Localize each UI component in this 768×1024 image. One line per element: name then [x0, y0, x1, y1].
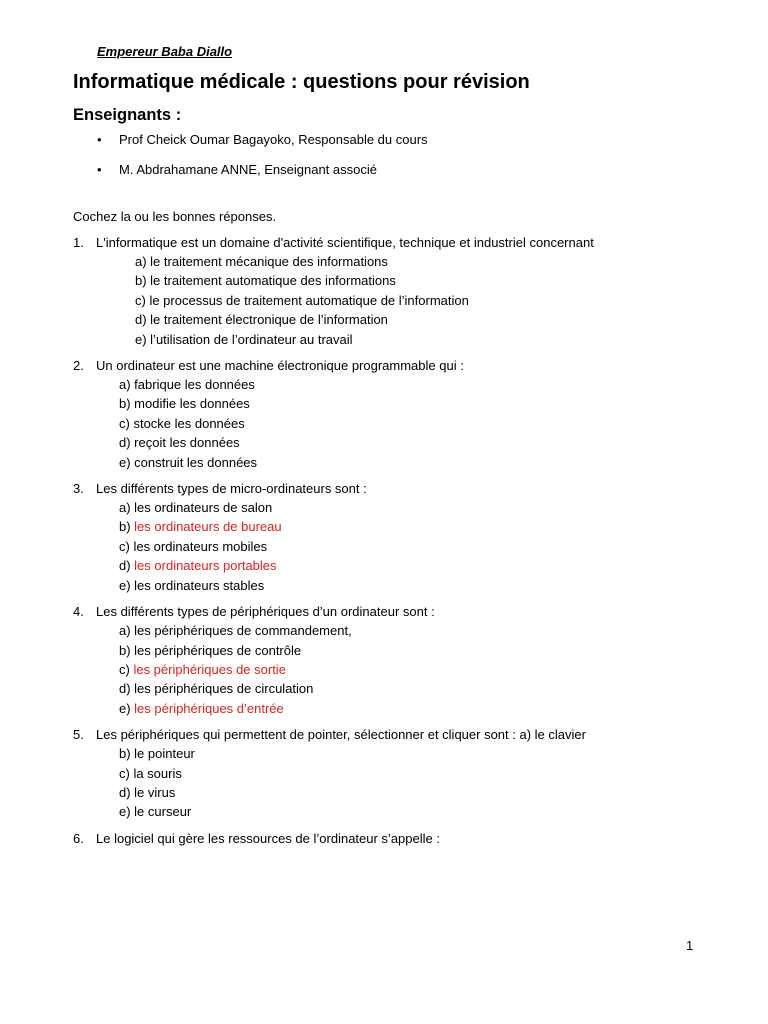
question-block — [73, 356, 633, 472]
option-label: b) — [119, 642, 135, 658]
question-number: 4. — [73, 604, 84, 620]
option-text: construit les données — [134, 454, 258, 470]
question-prompt: Le logiciel qui gère les ressources de l’ordinateur s’appelle : — [96, 830, 440, 846]
option-label: c) — [119, 415, 134, 431]
option-label: d) — [135, 312, 151, 328]
option-label: e) — [119, 804, 135, 820]
answer-option — [119, 783, 633, 802]
answer-option — [119, 699, 633, 718]
answer-option — [119, 621, 633, 640]
option-text: les périphériques de commandement, — [134, 623, 352, 639]
question-block — [73, 233, 633, 349]
question-block — [73, 829, 633, 848]
teachers-heading: Enseignants : — [73, 106, 182, 124]
option-label: b) — [135, 273, 151, 289]
bullet-icon: • — [97, 162, 102, 177]
answer-option — [119, 375, 633, 394]
option-label: c) — [119, 538, 134, 554]
answer-options — [73, 744, 633, 822]
option-label: d) — [119, 558, 135, 574]
answer-option — [119, 414, 633, 433]
answer-option — [135, 330, 633, 349]
page-title: Informatique médicale : questions pour révision — [73, 71, 530, 93]
option-text: le traitement électronique de l’information — [150, 312, 388, 328]
answer-option — [135, 310, 633, 329]
option-text: stocke les données — [133, 415, 245, 431]
option-label: a) — [135, 254, 151, 269]
option-text-correct: les ordinateurs portables — [134, 558, 277, 574]
option-label: b) — [119, 396, 135, 412]
answer-option — [119, 641, 633, 660]
option-label: d) — [119, 784, 135, 800]
bullet-icon: • — [97, 132, 102, 147]
option-label: c) — [135, 292, 150, 308]
page-number: 1 — [686, 938, 694, 953]
answer-option — [119, 453, 633, 472]
teacher-item — [97, 131, 428, 161]
answer-option — [119, 433, 633, 452]
option-text: les périphériques de circulation — [134, 681, 314, 697]
question-text — [73, 233, 633, 252]
option-text: les ordinateurs stables — [134, 577, 265, 593]
question-number: 6. — [73, 830, 84, 846]
option-text-correct: les ordinateurs de bureau — [134, 519, 282, 535]
answer-option — [135, 291, 633, 310]
option-text: le curseur — [134, 804, 192, 820]
option-text: l’utilisation de l’ordinateur au travail — [150, 331, 353, 347]
option-text: fabrique les données — [134, 377, 255, 393]
instructions-text: Cochez la ou les bonnes réponses. — [73, 209, 277, 224]
question-block — [73, 725, 633, 822]
question-prompt: Les périphériques qui permettent de pointer, sélectionner et cliquer sont : a) le clavier — [96, 727, 586, 743]
option-text: reçoit les données — [134, 435, 240, 451]
option-text: les ordinateurs de salon — [134, 500, 273, 516]
question-text — [73, 479, 633, 498]
answer-option — [119, 517, 633, 536]
option-label: e) — [119, 454, 135, 470]
question-prompt: L'informatique est un domaine d'activité scientifique, technique et industriel concernant — [96, 235, 594, 250]
question-text — [73, 356, 633, 375]
question-text — [73, 602, 633, 621]
option-label: d) — [119, 681, 135, 697]
option-label: c) — [119, 765, 134, 781]
answer-option — [135, 271, 633, 290]
teachers-list — [97, 131, 428, 191]
question-prompt: Les différents types de micro-ordinateurs sont : — [96, 481, 367, 497]
teacher-name: M. Abdrahamane ANNE, Enseignant associé — [119, 162, 377, 177]
answer-option — [119, 576, 633, 595]
question-prompt: Un ordinateur est une machine électronique programmable qui : — [96, 358, 464, 374]
answer-option — [119, 802, 633, 821]
answer-option — [135, 252, 633, 271]
answer-options — [73, 252, 633, 349]
option-label: a) — [119, 623, 135, 639]
option-text: les périphériques de contrôle — [134, 642, 302, 658]
option-text: la souris — [133, 765, 182, 781]
option-label: e) — [119, 577, 135, 593]
answer-option — [119, 679, 633, 698]
question-number: 3. — [73, 481, 84, 497]
questions-list — [73, 233, 633, 855]
option-text: le traitement automatique des informations — [150, 273, 396, 289]
option-label: c) — [119, 661, 134, 677]
teacher-item — [97, 161, 428, 191]
option-label: a) — [119, 500, 135, 516]
question-block — [73, 479, 633, 595]
option-label: a) — [119, 377, 135, 393]
option-text: le virus — [134, 784, 176, 800]
answer-options — [73, 375, 633, 472]
answer-options — [73, 498, 633, 595]
option-text: modifie les données — [134, 396, 250, 412]
answer-option — [119, 394, 633, 413]
author-name: Empereur Baba Diallo — [97, 44, 233, 59]
answer-option — [119, 744, 633, 763]
option-label: b) — [119, 519, 135, 535]
question-number: 2. — [73, 358, 84, 374]
option-text: le pointeur — [134, 746, 195, 762]
option-text: les ordinateurs mobiles — [133, 538, 268, 554]
answer-option — [119, 498, 633, 517]
question-number: 5. — [73, 727, 84, 743]
teacher-name: Prof Cheick Oumar Bagayoko, Responsable du cours — [119, 132, 428, 147]
question-number: 1. — [73, 235, 84, 250]
option-text-correct: les périphériques d’entrée — [134, 700, 284, 716]
option-text-correct: les périphériques de sortie — [133, 661, 286, 677]
question-text — [73, 829, 633, 848]
answer-option — [119, 660, 633, 679]
option-label: e) — [119, 700, 135, 716]
option-text: le traitement mécanique des informations — [150, 254, 388, 269]
answer-option — [119, 556, 633, 575]
question-text — [73, 725, 633, 744]
question-prompt: Les différents types de périphériques d’un ordinateur sont : — [96, 604, 435, 620]
answer-options — [73, 621, 633, 718]
option-label: b) — [119, 746, 135, 762]
answer-option — [119, 764, 633, 783]
option-text: le processus de traitement automatique de l’information — [149, 292, 469, 308]
option-label: e) — [135, 331, 151, 347]
option-label: d) — [119, 435, 135, 451]
answer-option — [119, 537, 633, 556]
question-block — [73, 602, 633, 718]
